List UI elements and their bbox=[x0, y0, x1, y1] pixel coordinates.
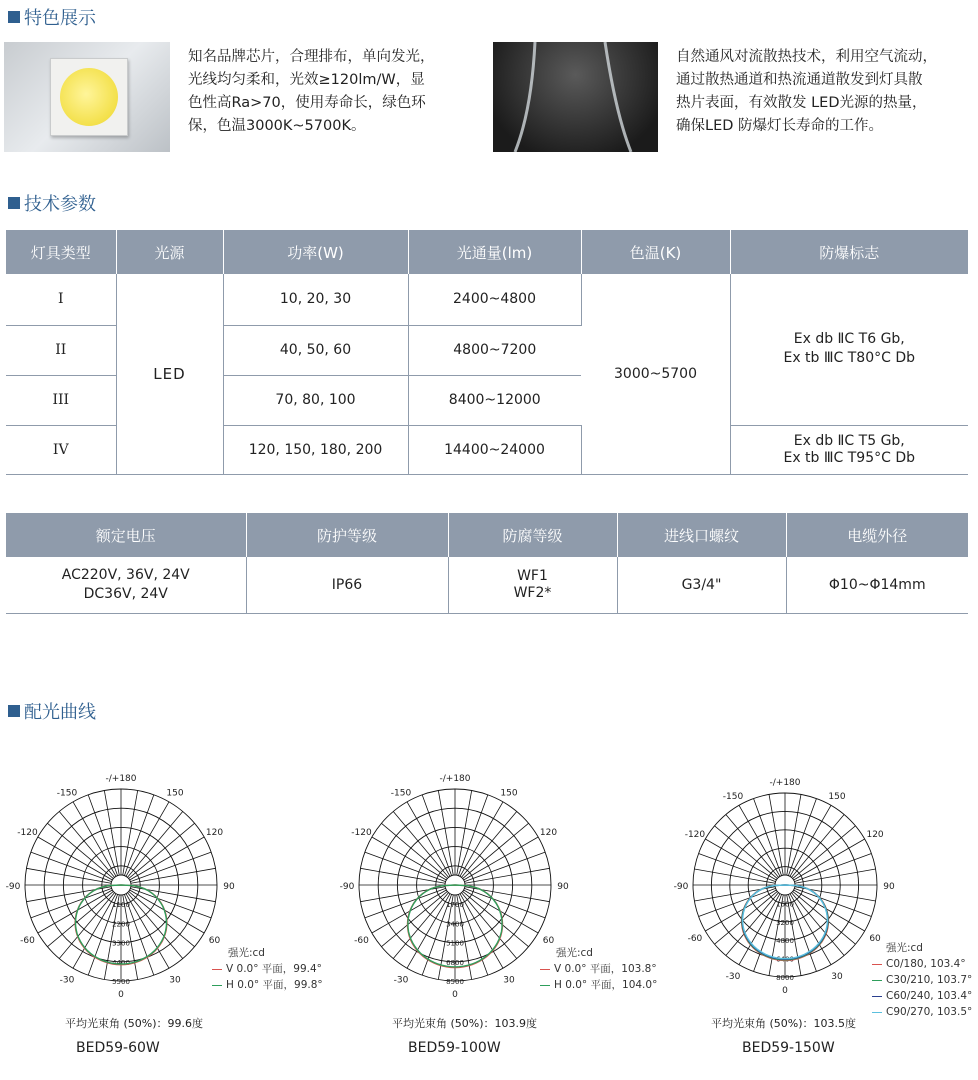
angle-label: -60 bbox=[354, 936, 369, 946]
angle-label: -/+180 bbox=[439, 774, 471, 784]
angle-label: -120 bbox=[17, 828, 38, 838]
angle-label: -/+180 bbox=[105, 774, 137, 784]
led-chip-image bbox=[4, 42, 170, 152]
angle-label: 0 bbox=[452, 990, 458, 1000]
curve-legend bbox=[540, 945, 657, 993]
feature-line: 确保LED 防爆灯长寿命的工作。 bbox=[676, 118, 884, 134]
angle-label: -120 bbox=[351, 828, 372, 838]
voltage-line: AC220V, 36V, 24V bbox=[61, 566, 190, 583]
angle-label: -150 bbox=[390, 788, 412, 799]
polar-spoke bbox=[457, 790, 472, 875]
cell-type: III bbox=[6, 375, 116, 425]
polar-spoke bbox=[769, 794, 783, 875]
angle-label: 120 bbox=[539, 828, 558, 838]
ex-mark-line: Ex tb ⅢC T80°C Db bbox=[783, 350, 916, 367]
polar-spoke bbox=[123, 790, 138, 875]
spec-table-main bbox=[6, 230, 968, 475]
curve-legend bbox=[212, 945, 323, 993]
angle-label: -30 bbox=[725, 972, 741, 983]
legend-label: H 0.0° 平面，104.0° bbox=[554, 979, 658, 991]
polar-spoke bbox=[26, 868, 111, 883]
polar-spoke bbox=[131, 868, 216, 883]
cell-voltage bbox=[6, 557, 246, 613]
spec-table-electrical bbox=[6, 513, 968, 614]
polar-diagram-100w bbox=[330, 770, 670, 1060]
ring-label: 6800 bbox=[446, 958, 464, 967]
cell-thread: G3/4" bbox=[617, 557, 786, 613]
legend-item bbox=[872, 956, 972, 972]
legend-unit: 强光:cd bbox=[886, 942, 923, 954]
header-source: 光源 bbox=[116, 230, 223, 274]
angle-label: 60 bbox=[208, 936, 221, 946]
cell-power: 40, 50, 60 bbox=[223, 325, 408, 375]
cell-ex-mark-b bbox=[730, 425, 968, 474]
angle-label: 90 bbox=[223, 882, 235, 892]
section-title-curves bbox=[8, 698, 96, 724]
cell-cable: Φ10~Φ14mm bbox=[786, 557, 968, 613]
legend-label: V 0.0° 平面，99.4° bbox=[226, 963, 322, 975]
angle-label: 30 bbox=[169, 975, 181, 986]
heatsink-image bbox=[493, 42, 658, 152]
ex-mark-line: Ex db ⅡC T5 Gb, bbox=[793, 432, 905, 449]
cell-flux: 4800~7200 bbox=[408, 325, 581, 375]
section-title-features bbox=[8, 4, 96, 30]
angle-label: 90 bbox=[883, 882, 895, 892]
legend-item bbox=[872, 988, 972, 1004]
beam-angle-caption: 平均光束角 (50%)：103.5度 bbox=[711, 1017, 857, 1030]
ex-mark-line: Ex db ⅡC T6 Gb, bbox=[793, 331, 905, 348]
polar-spoke bbox=[465, 868, 550, 883]
model-name: BED59-150W bbox=[742, 1040, 835, 1056]
cell-source: LED bbox=[116, 274, 223, 474]
table-row bbox=[6, 557, 968, 613]
cell-type: II bbox=[6, 325, 116, 375]
angle-label: -90 bbox=[339, 882, 355, 892]
cell-cct: 3000~5700 bbox=[581, 274, 730, 474]
header-ex-mark: 防爆标志 bbox=[730, 230, 968, 274]
ring-label: 4800 bbox=[776, 937, 794, 946]
section-title-text: 配光曲线 bbox=[24, 702, 96, 723]
ring-label: 5500 bbox=[112, 978, 130, 986]
features-right-text bbox=[676, 46, 976, 138]
section-title-text: 技术参数 bbox=[24, 194, 96, 215]
legend-unit: 强光:cd bbox=[228, 947, 265, 959]
cell-flux: 2400~4800 bbox=[408, 274, 581, 325]
cell-type: I bbox=[6, 274, 116, 325]
angle-label: 0 bbox=[782, 986, 788, 996]
cell-power: 10, 20, 30 bbox=[223, 274, 408, 325]
feature-line: 色性高Ra>70，使用寿命长，绿色环 bbox=[188, 95, 426, 111]
header-thread: 进线口螺纹 bbox=[617, 513, 786, 557]
legend-unit: 强光:cd bbox=[556, 947, 593, 959]
polar-spoke bbox=[104, 790, 119, 875]
section-marker bbox=[8, 705, 20, 717]
feature-line: 热片表面，有效散发 LED光源的热量， bbox=[676, 95, 927, 111]
cell-flux: 14400~24000 bbox=[408, 425, 581, 474]
section-title-text: 特色展示 bbox=[24, 8, 96, 29]
ring-label: 1700 bbox=[446, 901, 464, 910]
header-cct: 色温(K) bbox=[581, 230, 730, 274]
beam-angle-caption: 平均光束角 (50%)：103.9度 bbox=[392, 1017, 538, 1030]
angle-label: -60 bbox=[687, 934, 703, 944]
legend-label: V 0.0° 平面，103.8° bbox=[554, 963, 657, 975]
section-marker bbox=[8, 197, 20, 209]
angle-label: 0 bbox=[118, 990, 124, 1000]
polar-spoke bbox=[438, 790, 453, 875]
legend-item bbox=[212, 977, 323, 993]
ring-label: 1600 bbox=[776, 900, 794, 909]
ring-label: 8500 bbox=[446, 978, 464, 986]
ring-label: 1100 bbox=[112, 901, 130, 910]
header-wf: 防腐等级 bbox=[448, 513, 617, 557]
ring-label: 3300 bbox=[112, 939, 130, 948]
model-name: BED59-100W bbox=[408, 1040, 501, 1056]
cell-wf bbox=[448, 557, 617, 613]
feature-line: 保，色温3000K~5700K。 bbox=[188, 118, 366, 134]
header-cable: 电缆外径 bbox=[786, 513, 968, 557]
legend-label: C60/240, 103.4° bbox=[886, 990, 973, 1002]
legend-item bbox=[540, 961, 657, 977]
legend-label: C90/270, 103.5° bbox=[886, 1006, 973, 1018]
angle-label: 120 bbox=[866, 830, 884, 840]
legend-label: C0/180, 103.4° bbox=[886, 958, 966, 970]
angle-label: -120 bbox=[684, 830, 706, 840]
feature-line: 知名品牌芯片，合理排布，单向发光， bbox=[188, 49, 435, 65]
ring-label: 3400 bbox=[446, 920, 464, 929]
angle-label: 150 bbox=[500, 788, 518, 799]
header-power: 功率(W) bbox=[223, 230, 408, 274]
feature-line: 自然通风对流散热技术，利用空气流动， bbox=[676, 49, 937, 65]
features-left-text bbox=[188, 46, 478, 138]
legend-item bbox=[872, 972, 972, 988]
header-ip: 防护等级 bbox=[246, 513, 448, 557]
polar-spoke bbox=[694, 869, 775, 883]
legend-item bbox=[540, 977, 657, 993]
wf-line: WF2* bbox=[513, 584, 552, 601]
ex-mark-line: Ex tb ⅢC T95°C Db bbox=[783, 449, 916, 466]
angle-label: -150 bbox=[722, 791, 744, 802]
cell-type: IV bbox=[6, 425, 116, 474]
angle-label: -60 bbox=[20, 936, 35, 946]
polar-diagram-150w bbox=[670, 770, 978, 1060]
angle-label: -30 bbox=[393, 975, 409, 986]
ring-label: 4400 bbox=[112, 958, 130, 967]
angle-label: -30 bbox=[59, 975, 75, 986]
angle-label: -/+180 bbox=[769, 778, 801, 788]
table-row bbox=[6, 274, 968, 325]
polar-chart bbox=[670, 770, 905, 1010]
ring-label: 6400 bbox=[776, 955, 794, 964]
cell-ip: IP66 bbox=[246, 557, 448, 613]
legend-item bbox=[872, 1004, 972, 1020]
legend-label: C30/210, 103.7° bbox=[886, 974, 973, 986]
model-name: BED59-60W bbox=[76, 1040, 160, 1056]
angle-label: 90 bbox=[557, 882, 569, 892]
curve-legend bbox=[872, 940, 972, 1020]
cell-flux: 8400~12000 bbox=[408, 375, 581, 425]
section-marker bbox=[8, 11, 20, 23]
angle-label: 60 bbox=[542, 936, 555, 946]
polar-spoke bbox=[795, 869, 876, 883]
ring-label: 8000 bbox=[776, 974, 794, 982]
feature-line: 光线均匀柔和，光效≥120lm/W，显 bbox=[188, 72, 425, 88]
polar-spoke bbox=[787, 794, 801, 875]
ring-label: 2200 bbox=[112, 920, 130, 929]
section-title-specs bbox=[8, 190, 96, 216]
angle-label: 30 bbox=[831, 972, 843, 983]
cell-ex-mark-a bbox=[730, 274, 968, 425]
polar-spoke bbox=[360, 868, 445, 883]
angle-label: 150 bbox=[166, 788, 184, 799]
angle-label: 150 bbox=[828, 791, 846, 802]
header-flux: 光通量(lm) bbox=[408, 230, 581, 274]
header-lamp-type: 灯具类型 bbox=[6, 230, 116, 274]
feature-line: 通过散热通道和热流通道散发到灯具散 bbox=[676, 72, 923, 88]
ring-label: 3200 bbox=[776, 918, 794, 927]
angle-label: -90 bbox=[5, 882, 21, 892]
beam-angle-caption: 平均光束角 (50%)：99.6度 bbox=[65, 1017, 204, 1030]
angle-label: -150 bbox=[56, 788, 78, 799]
cell-power: 70, 80, 100 bbox=[223, 375, 408, 425]
voltage-line: DC36V, 24V bbox=[83, 585, 168, 602]
polar-diagram-60w bbox=[0, 770, 330, 1060]
angle-label: 60 bbox=[869, 934, 881, 944]
angle-label: 120 bbox=[205, 828, 224, 838]
legend-label: H 0.0° 平面，99.8° bbox=[226, 979, 323, 991]
angle-label: 30 bbox=[503, 975, 515, 986]
ring-label: 5100 bbox=[446, 939, 464, 948]
legend-item bbox=[212, 961, 323, 977]
cell-power: 120, 150, 180, 200 bbox=[223, 425, 408, 474]
wf-line: WF1 bbox=[517, 567, 548, 584]
angle-label: -90 bbox=[673, 882, 689, 892]
header-voltage: 额定电压 bbox=[6, 513, 246, 557]
